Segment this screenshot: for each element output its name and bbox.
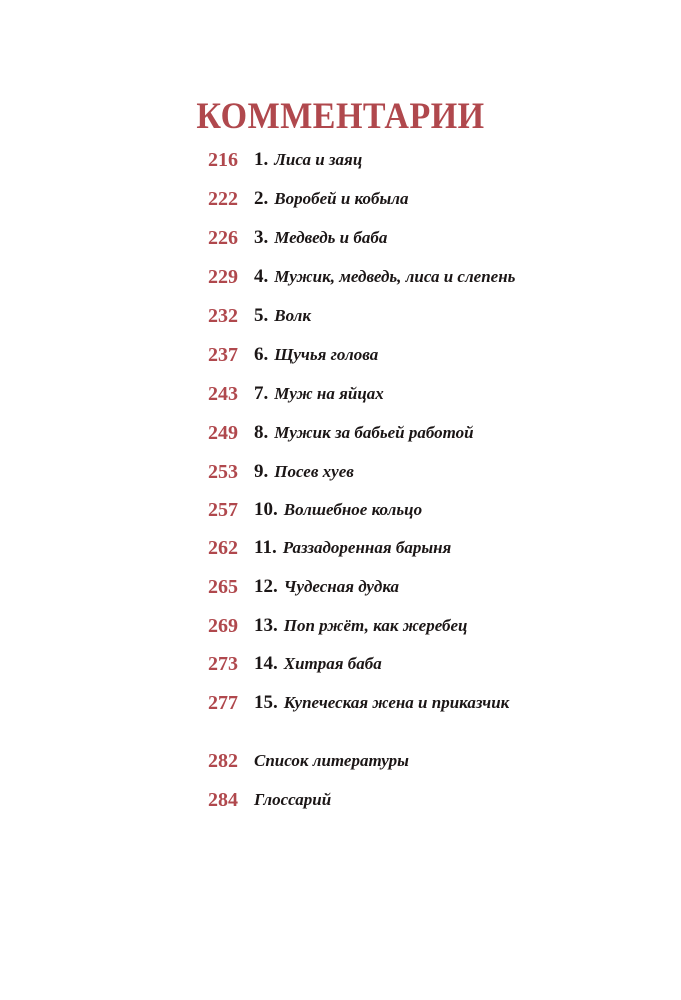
toc-page-number: 222 — [208, 188, 238, 210]
toc-entry-index: 12. — [254, 576, 278, 597]
toc-entry-title — [254, 495, 422, 525]
toc-entry-title — [254, 688, 509, 718]
toc-entry-title — [254, 379, 384, 409]
toc-entry-index: 8. — [254, 422, 269, 443]
toc-entry-index: 7. — [254, 383, 269, 404]
toc-entry-label: Список литературы — [254, 751, 409, 770]
toc-page-number: 243 — [208, 383, 238, 405]
toc-page-number: 269 — [208, 615, 238, 637]
toc-entry[interactable] — [0, 223, 681, 253]
toc-page-number: 253 — [208, 461, 238, 483]
toc-page-number: 216 — [208, 149, 238, 171]
toc-page-number: 277 — [208, 692, 238, 714]
toc-entry-title — [254, 533, 451, 563]
toc-entry-label: Посев хуев — [274, 462, 354, 481]
toc-entry-label: Щучья голова — [274, 345, 379, 364]
toc-entry[interactable] — [0, 418, 681, 448]
toc-page-number: 237 — [208, 344, 238, 366]
toc-entry-label: Воробей и кобыла — [274, 189, 409, 208]
toc-entry-title — [254, 262, 515, 292]
toc-entry-title — [254, 418, 474, 448]
toc-entry-label: Чудесная дудка — [283, 577, 400, 596]
toc-entry[interactable] — [0, 688, 681, 718]
toc-extra-entry[interactable] — [0, 785, 681, 815]
toc-entry-label: Раззадоренная барыня — [282, 538, 452, 557]
page-title: КОММЕНТАРИИ — [196, 96, 485, 137]
toc-entry[interactable] — [0, 533, 681, 563]
toc-entry-label: Медведь и баба — [274, 228, 388, 247]
toc-entry-index: 3. — [254, 227, 269, 248]
toc-entry[interactable] — [0, 611, 681, 641]
toc-entry[interactable] — [0, 495, 681, 525]
toc-entry-title — [254, 184, 409, 214]
toc-entry-index: 5. — [254, 305, 269, 326]
toc-entry-label: Лиса и заяц — [274, 150, 363, 169]
toc-page-number: 265 — [208, 576, 238, 598]
toc-entry[interactable] — [0, 301, 681, 331]
toc-entry-index: 6. — [254, 344, 269, 365]
toc-entry-index: 14. — [254, 653, 278, 674]
toc-page-number: 284 — [208, 789, 238, 811]
toc-entry-title — [254, 301, 311, 331]
toc-entry-title — [254, 340, 378, 370]
toc-page-number: 232 — [208, 305, 238, 327]
toc-page-number: 249 — [208, 422, 238, 444]
toc-entry-title — [254, 457, 354, 487]
toc-page-number: 282 — [208, 750, 238, 772]
toc-entry[interactable] — [0, 572, 681, 602]
toc-entry[interactable] — [0, 262, 681, 292]
toc-entry-index: 10. — [254, 499, 278, 520]
toc-entry-label: Волк — [274, 306, 312, 325]
toc-entry[interactable] — [0, 379, 681, 409]
toc-entry-label: Волшебное кольцо — [283, 500, 423, 519]
toc-entry-label: Хитрая баба — [283, 654, 382, 673]
toc-entry[interactable] — [0, 340, 681, 370]
toc-entry-index: 13. — [254, 615, 278, 636]
toc-entry[interactable] — [0, 184, 681, 214]
toc-entry[interactable] — [0, 649, 681, 679]
toc-entry-title — [254, 223, 387, 253]
toc-entry-title — [254, 572, 399, 602]
toc-extra-entry[interactable] — [0, 746, 681, 776]
toc-page-number: 273 — [208, 653, 238, 675]
toc-entry-label: Муж на яйцах — [274, 384, 384, 403]
toc-entry-label: Мужик, медведь, лиса и слепень — [274, 267, 516, 286]
toc-entry[interactable] — [0, 457, 681, 487]
toc-entry-title — [254, 649, 382, 679]
toc-entry-index: 2. — [254, 188, 269, 209]
toc-entry-title — [254, 145, 362, 175]
toc-entry-index: 4. — [254, 266, 269, 287]
toc-page-number: 262 — [208, 537, 238, 559]
toc-entry[interactable] — [0, 145, 681, 175]
toc-entry-label: Купеческая жена и приказчик — [283, 693, 510, 712]
toc-page-number: 226 — [208, 227, 238, 249]
toc-entry-index: 11. — [254, 537, 277, 558]
toc-entry-title — [254, 611, 468, 641]
toc-entry-label: Глоссарий — [254, 790, 332, 809]
toc-entry-index: 9. — [254, 461, 269, 482]
toc-entry-index: 1. — [254, 149, 269, 170]
toc-entry-index: 15. — [254, 692, 278, 713]
toc-page-number: 257 — [208, 499, 238, 521]
toc-entry-label: Поп ржёт, как жеребец — [283, 616, 468, 635]
toc-entry-label: Мужик за бабьей работой — [274, 423, 474, 442]
toc-page-number: 229 — [208, 266, 238, 288]
